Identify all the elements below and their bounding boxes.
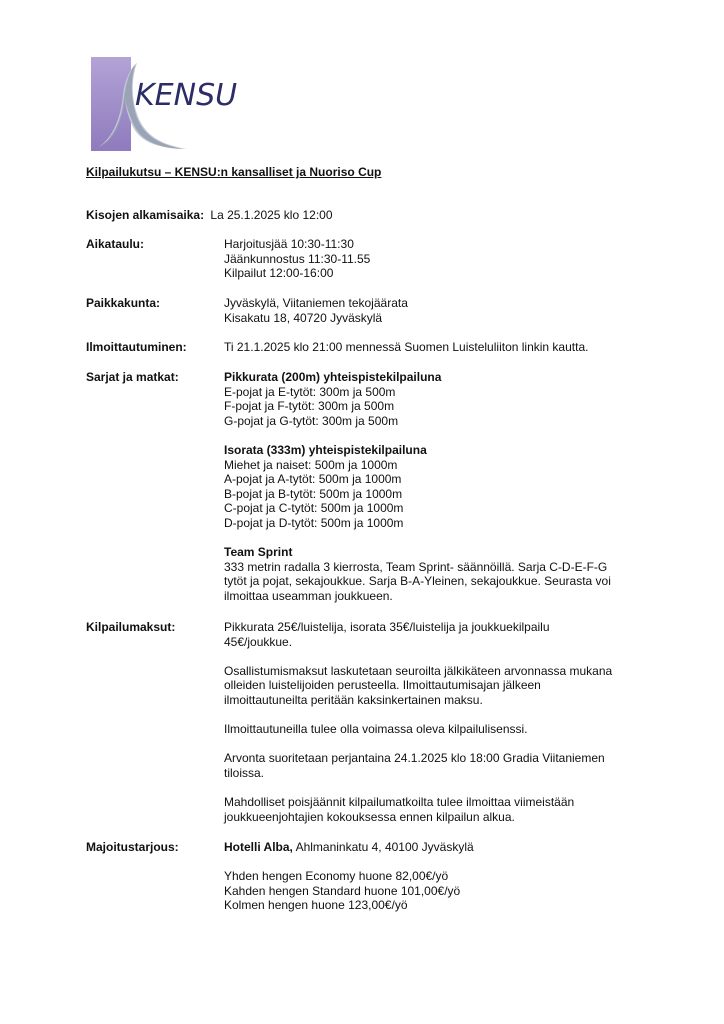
- small-track-line: G-pojat ja G-tytöt: 300m ja 500m: [224, 413, 399, 428]
- big-track-line: Miehet ja naiset: 500m ja 1000m: [224, 457, 398, 472]
- fees-value: [224, 620, 648, 824]
- room-price: Kahden hengen Standard huone 101,00€/yö: [224, 883, 461, 898]
- document-title: Kilpailukutsu – KENSU:n kansalliset ja Nuoriso Cup: [86, 165, 382, 179]
- team-sprint-line: ilmoittaa useamman joukkueen.: [224, 588, 393, 603]
- location-label: Paikkakunta:: [86, 296, 161, 310]
- kensu-logo-graphic: [91, 57, 238, 151]
- location-line: Jyväskylä, Viitaniemen tekojäärata: [224, 296, 408, 310]
- location-line: Kisakatu 18, 40720 Jyväskylä: [224, 310, 383, 325]
- big-track-line: A-pojat ja A-tytöt: 500m ja 1000m: [224, 472, 402, 487]
- hotel-name: Hotelli Alba,: [224, 840, 293, 854]
- fees-line: 45€/joukkue.: [224, 634, 293, 649]
- accommodation-value: [224, 840, 648, 913]
- fees-line: Mahdolliset poisjäännit kilpailumatkoilta tulee ilmoittaa viimeistään: [224, 795, 575, 810]
- room-price: Kolmen hengen huone 123,00€/yö: [224, 898, 408, 913]
- start-time-label: Kisojen alkamisaika:: [86, 208, 205, 222]
- schedule-label: Aikataulu:: [86, 237, 145, 251]
- fees-line: olleiden luistelijoiden perusteella. Ilmoittautumisajan jälkeen: [224, 678, 541, 693]
- hotel-address: Ahlmaninkatu 4, 40100 Jyväskylä: [295, 840, 474, 854]
- team-sprint-heading: Team Sprint: [224, 545, 293, 560]
- fees-line: Arvonta suoritetaan perjantaina 24.1.2025 klo 18:00 Gradia Viitaniemen: [224, 751, 605, 766]
- series-label: Sarjat ja matkat:: [86, 370, 179, 384]
- fees-line: ilmoittautuneilta peritään kaksinkertainen maksu.: [224, 692, 483, 707]
- registration-label: Ilmoittautuminen:: [86, 340, 187, 354]
- team-sprint-line: 333 metrin radalla 3 kierrosta, Team Sprint- säännöillä. Sarja C-D-E-F-G: [224, 559, 608, 574]
- small-track-line: F-pojat ja F-tytöt: 300m ja 500m: [224, 399, 395, 414]
- fees-line: Pikkurata 25€/luistelija, isorata 35€/luistelija ja joukkuekilpailu: [224, 620, 550, 634]
- series-value: [224, 370, 648, 604]
- small-track-line: E-pojat ja E-tytöt: 300m ja 500m: [224, 384, 396, 399]
- accommodation-label: Majoitustarjous:: [86, 840, 179, 854]
- big-track-line: D-pojat ja D-tytöt: 500m ja 1000m: [224, 515, 404, 530]
- kensu-logo: [91, 57, 238, 151]
- location-value: [224, 296, 648, 325]
- schedule-value: [224, 237, 648, 281]
- fees-line: Ilmoittautuneilla tulee olla voimassa oleva kilpailulisenssi.: [224, 722, 528, 737]
- logo-text: KENSU: [135, 78, 238, 113]
- team-sprint-line: tytöt ja pojat, sekajoukkue. Sarja B-A-Yleinen, sekajoukkue. Seurasta voi: [224, 574, 611, 589]
- start-time-value: La 25.1.2025 klo 12:00: [210, 208, 333, 222]
- fees-line: tiloissa.: [224, 765, 265, 780]
- small-track-heading: Pikkurata (200m) yhteispistekilpailuna: [224, 370, 442, 384]
- schedule-line: Kilpailut 12:00-16:00: [224, 266, 334, 281]
- big-track-line: B-pojat ja B-tytöt: 500m ja 1000m: [224, 486, 403, 501]
- fees-label: Kilpailumaksut:: [86, 620, 176, 634]
- schedule-line: Harjoitusjää 10:30-11:30: [224, 237, 354, 251]
- room-price: Yhden hengen Economy huone 82,00€/yö: [224, 869, 449, 884]
- big-track-line: C-pojat ja C-tytöt: 500m ja 1000m: [224, 501, 404, 516]
- fees-line: joukkueenjohtajien kokouksessa ennen kilpailun alkua.: [224, 809, 515, 824]
- fees-line: Osallistumismaksut laskutetaan seuroilta jälkikäteen arvonnassa mukana: [224, 663, 613, 678]
- big-track-heading: Isorata (333m) yhteispistekilpailuna: [224, 442, 427, 457]
- start-time-row: [86, 208, 333, 223]
- schedule-line: Jäänkunnostus 11:30-11.55: [224, 251, 371, 266]
- registration-value: Ti 21.1.2025 klo 21:00 mennessä Suomen Luisteluliiton linkin kautta.: [224, 340, 589, 354]
